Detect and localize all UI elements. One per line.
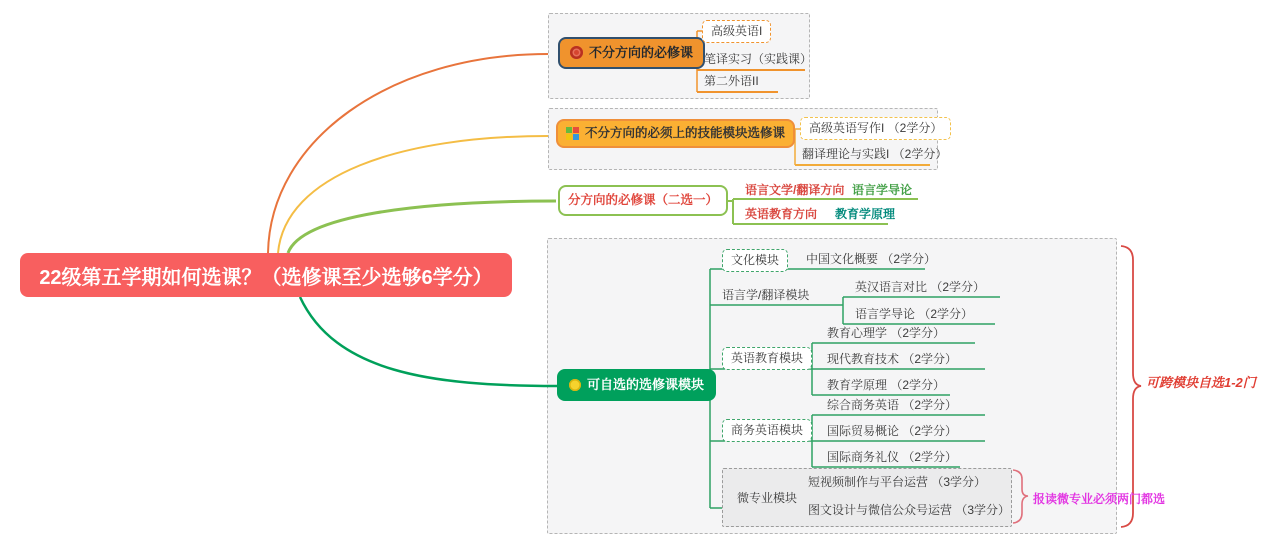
topic-required-common-label: 不分方向的必修课 bbox=[589, 45, 694, 60]
direction-label: 英语教育方向 bbox=[745, 207, 818, 221]
course-label: 翻译理论与实践I （2学分） bbox=[802, 147, 948, 161]
topic-elective-modules-label: 可自选的选修课模块 bbox=[587, 377, 705, 392]
topic-skill-electives-label: 不分方向的必须上的技能模块选修课 bbox=[585, 126, 786, 140]
topic-skill-electives[interactable] bbox=[556, 119, 795, 148]
course-modern-education-technology[interactable] bbox=[827, 352, 957, 367]
course-pedagogy-principles-elective[interactable] bbox=[827, 378, 945, 393]
micro-major-note-label: 报读微专业必须两门都选 bbox=[1033, 492, 1166, 506]
direction-english-education[interactable] bbox=[745, 207, 817, 222]
module-micro-major[interactable] bbox=[737, 491, 797, 506]
course-label: 笔译实习（实践课） bbox=[704, 52, 813, 66]
course-intro-international-trade[interactable] bbox=[827, 424, 957, 439]
course-label: 教育学原理 （2学分） bbox=[827, 378, 946, 392]
course-label: 语言学导论 （2学分） bbox=[855, 307, 974, 321]
course-label: 语言学导论 bbox=[852, 183, 913, 197]
module-label: 微专业模块 bbox=[737, 491, 798, 505]
branch4-curve bbox=[300, 297, 557, 386]
direction-literature-translation[interactable] bbox=[745, 183, 844, 198]
cross-module-note[interactable] bbox=[1146, 372, 1256, 391]
course-second-foreign-language[interactable] bbox=[704, 74, 759, 89]
course-graphic-design-wechat[interactable] bbox=[808, 503, 1010, 518]
course-intro-linguistics-elective[interactable] bbox=[855, 307, 973, 322]
module-label: 商务英语模块 bbox=[731, 423, 804, 437]
course-intro-linguistics[interactable] bbox=[852, 183, 912, 198]
micro-major-brace bbox=[1013, 470, 1028, 523]
course-short-video-production[interactable] bbox=[808, 475, 986, 490]
course-label: 中国文化概要 （2学分） bbox=[806, 252, 937, 266]
course-label: 教育学原理 bbox=[835, 207, 896, 221]
root-topic[interactable] bbox=[20, 253, 512, 297]
course-translation-theory[interactable] bbox=[802, 147, 947, 162]
topic-required-common[interactable] bbox=[558, 37, 705, 69]
red-badge-icon bbox=[570, 46, 583, 59]
color-grid-icon bbox=[566, 127, 579, 140]
course-label: 图文设计与微信公众号运营 （3学分） bbox=[808, 503, 1011, 517]
course-educational-psychology[interactable] bbox=[827, 326, 945, 341]
topic-direction-required[interactable] bbox=[558, 185, 728, 216]
branch1-curve bbox=[268, 54, 548, 253]
course-english-chinese-contrast[interactable] bbox=[855, 280, 985, 295]
yellow-dot-icon bbox=[569, 379, 581, 391]
topic-direction-required-label: 分方向的必修课（二选一） bbox=[568, 193, 719, 207]
course-comprehensive-business-english[interactable] bbox=[827, 398, 957, 413]
course-international-business-etiquette[interactable] bbox=[827, 450, 957, 465]
module-english-education[interactable] bbox=[722, 347, 812, 370]
course-label: 高级英语I bbox=[711, 24, 763, 38]
course-label: 短视频制作与平台运营 （3学分） bbox=[808, 475, 987, 489]
cross-module-brace bbox=[1121, 246, 1141, 527]
module-label: 语言学/翻译模块 bbox=[722, 288, 810, 302]
module-business-english[interactable] bbox=[722, 419, 812, 442]
module-label: 文化模块 bbox=[731, 253, 780, 267]
course-label: 国际商务礼仪 （2学分） bbox=[827, 450, 958, 464]
module-culture[interactable] bbox=[722, 249, 788, 272]
course-label: 英汉语言对比 （2学分） bbox=[855, 280, 986, 294]
course-label: 综合商务英语 （2学分） bbox=[827, 398, 958, 412]
branch3-curve bbox=[288, 201, 556, 253]
module-linguistics-translation[interactable] bbox=[722, 288, 809, 303]
course-pedagogy-principles[interactable] bbox=[835, 207, 895, 222]
direction-label: 语言文学/翻译方向 bbox=[745, 183, 845, 197]
cross-module-note-label: 可跨模块自选1-2门 bbox=[1146, 375, 1256, 390]
course-label: 现代教育技术 （2学分） bbox=[827, 352, 958, 366]
root-topic-label: 22级第五学期如何选课？（选修课至少选够6学分） bbox=[39, 266, 493, 289]
course-advanced-writing[interactable] bbox=[800, 117, 951, 140]
topic-elective-modules[interactable] bbox=[557, 369, 716, 401]
micro-major-note[interactable] bbox=[1033, 490, 1165, 507]
course-label: 高级英语写作I （2学分） bbox=[809, 121, 943, 135]
course-chinese-culture-overview[interactable] bbox=[806, 252, 936, 267]
branch2-curve bbox=[278, 136, 548, 253]
course-label: 第二外语II bbox=[704, 74, 759, 88]
course-advanced-english-1[interactable] bbox=[702, 20, 771, 43]
course-label: 教育心理学 （2学分） bbox=[827, 326, 946, 340]
course-label: 国际贸易概论 （2学分） bbox=[827, 424, 958, 438]
module-label: 英语教育模块 bbox=[731, 351, 804, 365]
course-translation-practicum[interactable] bbox=[704, 52, 812, 67]
